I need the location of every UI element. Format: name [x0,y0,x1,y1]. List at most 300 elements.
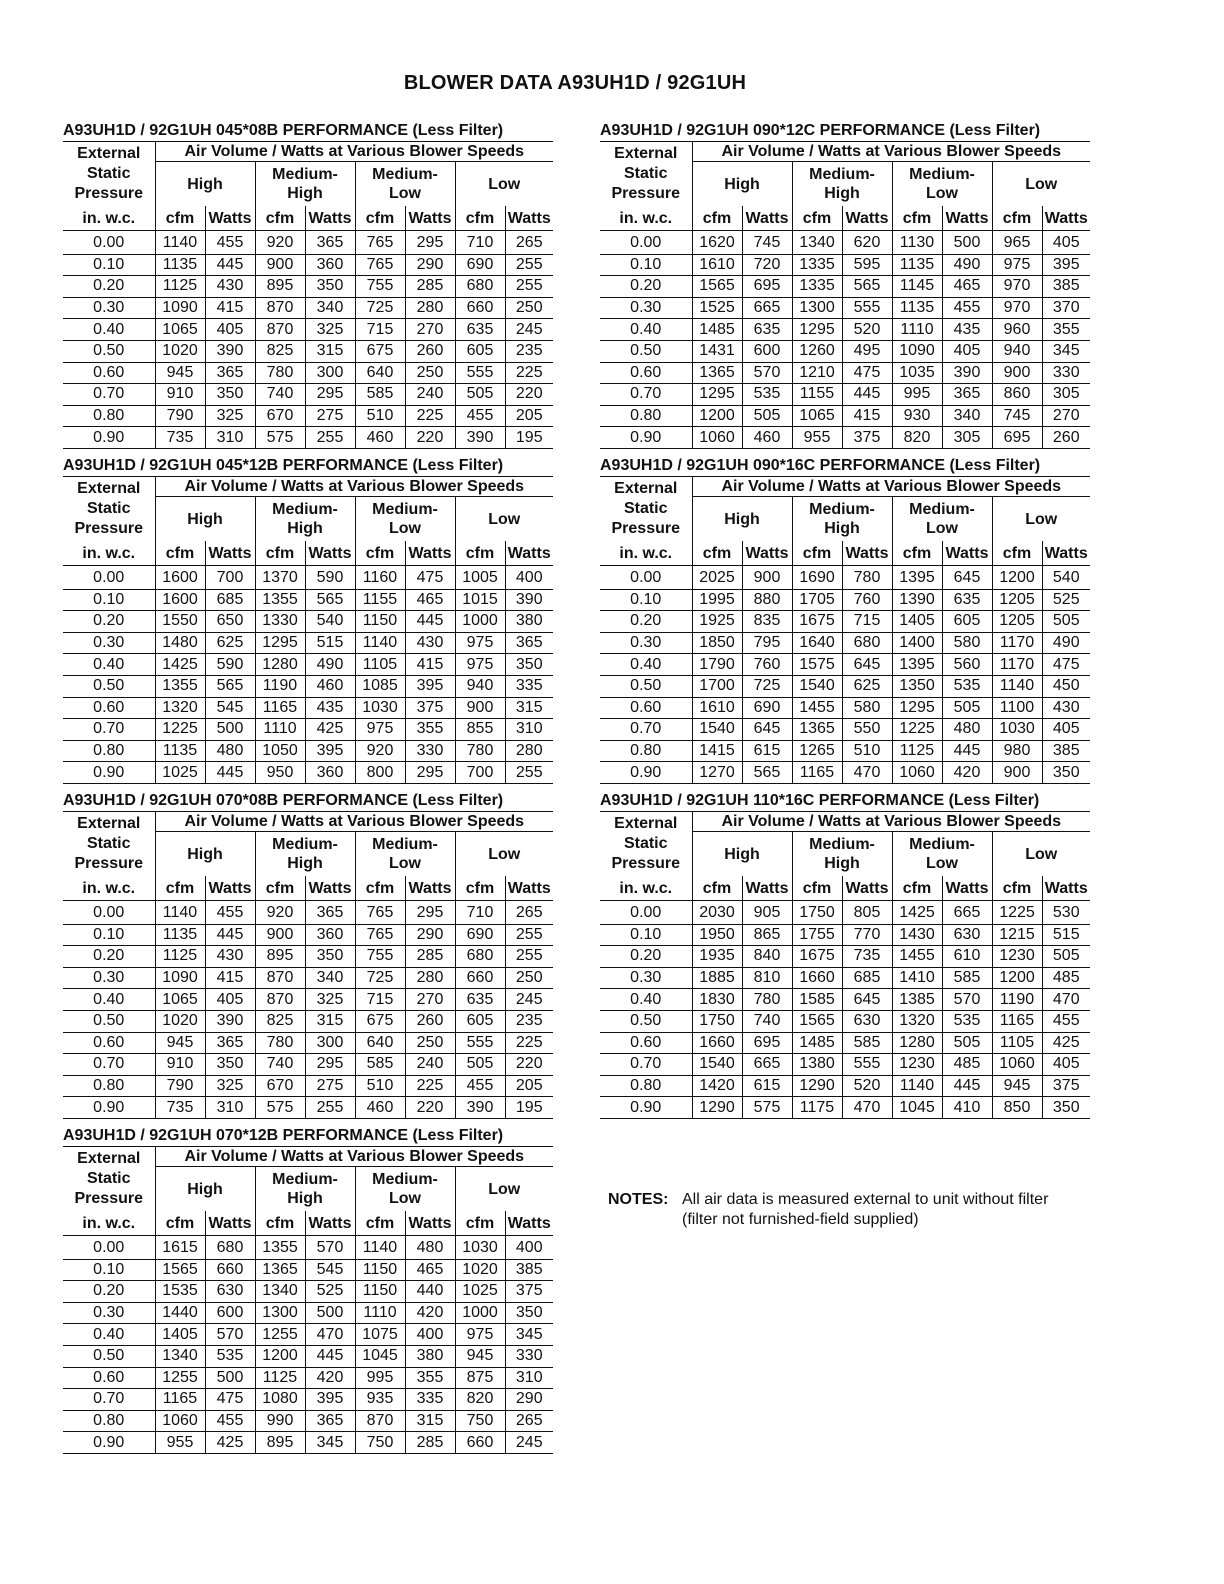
watts-cell: 460 [305,675,355,697]
watts-cell: 425 [1042,1032,1090,1054]
table-row [63,719,553,741]
external-static-pressure-header [63,1147,155,1211]
pressure-cell: 0.70 [63,1389,155,1411]
cfm-cell: 1675 [792,611,842,633]
cfm-cell: 1585 [792,989,842,1011]
cfm-cell: 455 [455,1075,505,1097]
table-row [600,297,1090,319]
cfm-cell: 870 [255,989,305,1011]
pressure-cell: 0.20 [63,1281,155,1303]
watts-cell: 255 [505,762,553,784]
watts-cell: 400 [505,566,553,590]
cfm-cell: 1125 [892,740,942,762]
pressure-cell: 0.60 [600,1032,692,1054]
pressure-cell: 0.80 [63,740,155,762]
external-static-pressure-header [63,142,155,206]
cfm-cell: 1065 [155,989,205,1011]
cfm-cell: 955 [155,1432,205,1454]
header-line: Pressure [74,1190,143,1207]
table-title: A93UH1D / 92G1UH 090*16C PERFORMANCE (Less Filter) [600,456,1090,477]
table-row [63,924,553,946]
watts-cell: 665 [742,1054,792,1076]
cfm-cell: 1335 [792,254,842,276]
watts-header: Watts [405,541,455,566]
pressure-cell: 0.40 [600,989,692,1011]
table-row [63,632,553,654]
cfm-cell: 460 [355,427,405,449]
watts-cell: 545 [205,697,255,719]
pressure-cell: 0.90 [63,762,155,784]
speed-header [992,832,1090,877]
speed-header-line: High [187,510,223,528]
cfm-cell: 1540 [692,719,742,741]
air-volume-group-header: Air Volume / Watts at Various Blower Speeds [155,812,553,832]
watts-cell: 760 [742,654,792,676]
header-line: Static [623,165,668,182]
watts-cell: 315 [305,1010,355,1032]
cfm-cell: 1020 [155,1010,205,1032]
cfm-cell: 745 [992,405,1042,427]
watts-cell: 630 [942,924,992,946]
watts-cell: 445 [842,384,892,406]
cfm-cell: 2030 [692,901,742,925]
external-static-pressure-header [600,477,692,541]
watts-cell: 365 [205,1032,255,1054]
pressure-cell: 0.30 [600,297,692,319]
watts-cell: 695 [742,1032,792,1054]
watts-cell: 625 [842,675,892,697]
watts-cell: 270 [405,319,455,341]
air-volume-group-header: Air Volume / Watts at Various Blower Speeds [155,1147,553,1167]
header-line: Static [86,1170,131,1187]
cfm-cell: 1295 [792,319,842,341]
cfm-cell: 1160 [355,566,405,590]
watts-cell: 515 [305,632,355,654]
cfm-cell: 1295 [892,697,942,719]
speed-header-line: Medium- [272,166,338,183]
speed-header [992,497,1090,542]
watts-cell: 545 [305,1259,355,1281]
watts-cell: 265 [505,901,553,925]
watts-cell: 205 [505,1075,553,1097]
cfm-cell: 1925 [692,611,742,633]
watts-cell: 350 [505,654,553,676]
cfm-cell: 1575 [792,654,842,676]
watts-cell: 390 [505,589,553,611]
watts-cell: 225 [405,1075,455,1097]
cfm-header: cfm [792,876,842,901]
table-row [600,1010,1090,1032]
cfm-cell: 825 [255,340,305,362]
watts-cell: 590 [205,654,255,676]
cfm-cell: 1030 [992,719,1042,741]
watts-cell: 400 [505,1236,553,1260]
speed-header-line: Low [1025,510,1058,528]
header-line: Pressure [611,855,680,872]
cfm-cell: 1225 [892,719,942,741]
watts-cell: 465 [405,589,455,611]
watts-cell: 350 [1042,762,1090,784]
cfm-cell: 1380 [792,1054,842,1076]
watts-cell: 340 [305,297,355,319]
cfm-cell: 975 [455,632,505,654]
cfm-cell: 920 [255,231,305,255]
watts-cell: 490 [942,254,992,276]
pressure-cell: 0.60 [63,697,155,719]
pressure-cell: 0.50 [63,1010,155,1032]
cfm-cell: 1065 [155,319,205,341]
cfm-cell: 1135 [892,254,942,276]
table-title: A93UH1D / 92G1UH 045*12B PERFORMANCE (Less Filter) [63,456,553,477]
cfm-cell: 675 [355,1010,405,1032]
watts-cell: 445 [942,1075,992,1097]
watts-cell: 770 [842,924,892,946]
table-row [63,901,553,925]
table-row [63,405,553,427]
cfm-cell: 1045 [355,1345,405,1367]
watts-cell: 315 [405,1410,455,1432]
watts-cell: 525 [1042,589,1090,611]
performance-table [600,812,1090,1119]
cfm-cell: 1140 [892,1075,942,1097]
pressure-cell: 0.70 [600,719,692,741]
watts-cell: 355 [405,1367,455,1389]
watts-cell: 490 [305,654,355,676]
cfm-cell: 635 [455,319,505,341]
speed-header-line: Low [926,855,958,872]
cfm-cell: 1000 [455,1302,505,1324]
cfm-header: cfm [355,541,405,566]
watts-header: Watts [205,206,255,231]
performance-table-045-12b [63,456,553,784]
table-row [63,1236,553,1260]
cfm-cell: 1165 [992,1010,1042,1032]
performance-table-070-08b [63,791,553,1119]
cfm-header: cfm [255,1211,305,1236]
watts-cell: 685 [842,967,892,989]
speed-header-line: High [287,185,323,202]
air-volume-group-header: Air Volume / Watts at Various Blower Speeds [692,477,1090,497]
pressure-cell: 0.20 [600,611,692,633]
cfm-cell: 1750 [692,1010,742,1032]
speed-header-line: High [724,510,760,528]
watts-cell: 255 [505,924,553,946]
cfm-cell: 975 [992,254,1042,276]
cfm-cell: 955 [792,427,842,449]
table-title: A93UH1D / 92G1UH 070*12B PERFORMANCE (Less Filter) [63,1126,553,1147]
pressure-cell: 0.60 [63,1032,155,1054]
cfm-cell: 1620 [692,231,742,255]
cfm-cell: 930 [892,405,942,427]
speed-header-line: Low [389,520,421,537]
table-row [600,632,1090,654]
cfm-cell: 1190 [992,989,1042,1011]
table-row [600,740,1090,762]
cfm-cell: 1200 [992,566,1042,590]
table-title: A93UH1D / 92G1UH 090*12C PERFORMANCE (Less Filter) [600,121,1090,142]
table-row [63,1389,553,1411]
cfm-cell: 1660 [792,967,842,989]
cfm-header: cfm [155,876,205,901]
speed-header [892,497,992,542]
cfm-cell: 510 [355,1075,405,1097]
cfm-cell: 1565 [155,1259,205,1281]
watts-header: Watts [842,876,892,901]
speed-header-line: Low [1025,845,1058,863]
pressure-cell: 0.00 [63,901,155,925]
table-row [63,362,553,384]
watts-cell: 255 [505,276,553,298]
pressure-cell: 0.30 [63,1302,155,1324]
watts-cell: 390 [205,1010,255,1032]
watts-header: Watts [205,1211,255,1236]
watts-cell: 620 [842,231,892,255]
speed-header-line: Low [389,1190,421,1207]
notes [608,1190,1048,1230]
cfm-cell: 640 [355,362,405,384]
header-line: Pressure [611,185,680,202]
watts-cell: 365 [942,384,992,406]
cfm-cell: 1950 [692,924,742,946]
cfm-cell: 1265 [792,740,842,762]
speed-header [692,832,792,877]
cfm-cell: 585 [355,384,405,406]
cfm-cell: 790 [155,405,205,427]
cfm-cell: 1110 [255,719,305,741]
watts-cell: 480 [205,740,255,762]
cfm-cell: 970 [992,276,1042,298]
speed-header [892,162,992,207]
cfm-cell: 1935 [692,946,742,968]
speed-header-line: Low [488,175,521,193]
cfm-cell: 1255 [255,1324,305,1346]
table-row [63,1010,553,1032]
watts-cell: 500 [942,231,992,255]
watts-cell: 505 [742,405,792,427]
cfm-cell: 755 [355,276,405,298]
speed-header-line: Medium- [372,1171,438,1188]
external-static-pressure-header [63,477,155,541]
table-row [63,589,553,611]
speed-header-line: High [187,1180,223,1198]
cfm-cell: 1405 [892,611,942,633]
pressure-unit-header: in. w.c. [63,876,155,901]
table-row [63,697,553,719]
cfm-cell: 1260 [792,340,842,362]
pressure-cell: 0.30 [600,967,692,989]
watts-cell: 405 [942,340,992,362]
cfm-cell: 1700 [692,675,742,697]
watts-cell: 325 [305,989,355,1011]
cfm-header: cfm [792,541,842,566]
watts-cell: 535 [942,1010,992,1032]
cfm-cell: 1830 [692,989,742,1011]
watts-cell: 415 [205,967,255,989]
cfm-cell: 1165 [155,1389,205,1411]
watts-cell: 195 [505,427,553,449]
speed-header-line: High [287,855,323,872]
table-row [600,1097,1090,1119]
watts-cell: 445 [205,924,255,946]
cfm-cell: 1290 [692,1097,742,1119]
cfm-header: cfm [792,206,842,231]
watts-cell: 580 [842,697,892,719]
watts-header: Watts [305,876,355,901]
cfm-cell: 1125 [255,1367,305,1389]
speed-header [355,832,455,877]
watts-cell: 310 [205,427,255,449]
cfm-cell: 1255 [155,1367,205,1389]
watts-cell: 240 [405,384,455,406]
cfm-cell: 995 [892,384,942,406]
watts-cell: 355 [1042,319,1090,341]
watts-cell: 460 [742,427,792,449]
pressure-cell: 0.80 [600,405,692,427]
cfm-cell: 1850 [692,632,742,654]
watts-cell: 425 [205,1432,255,1454]
cfm-cell: 690 [455,924,505,946]
cfm-cell: 1140 [355,632,405,654]
pressure-cell: 0.80 [63,1410,155,1432]
cfm-cell: 855 [455,719,505,741]
cfm-cell: 1140 [155,231,205,255]
cfm-cell: 1130 [892,231,942,255]
watts-cell: 295 [405,231,455,255]
table-row [63,1259,553,1281]
cfm-cell: 710 [455,231,505,255]
watts-cell: 435 [305,697,355,719]
watts-cell: 455 [205,901,255,925]
cfm-cell: 605 [455,340,505,362]
cfm-cell: 455 [455,405,505,427]
cfm-cell: 1320 [892,1010,942,1032]
speed-header-line: Medium- [909,166,975,183]
cfm-cell: 1755 [792,924,842,946]
watts-cell: 615 [742,740,792,762]
speed-header [255,832,355,877]
cfm-cell: 900 [455,697,505,719]
cfm-cell: 975 [355,719,405,741]
cfm-cell: 900 [255,924,305,946]
pressure-cell: 0.50 [63,1345,155,1367]
cfm-cell: 1170 [992,654,1042,676]
watts-cell: 325 [305,319,355,341]
watts-cell: 645 [742,719,792,741]
cfm-cell: 740 [255,384,305,406]
table-row [63,967,553,989]
table-row [63,654,553,676]
watts-cell: 455 [205,231,255,255]
watts-cell: 465 [942,276,992,298]
cfm-cell: 1200 [692,405,742,427]
pressure-cell: 0.30 [63,967,155,989]
cfm-cell: 870 [355,1410,405,1432]
speed-header [155,1167,255,1212]
notes-line-1: All air data is measured external to unit without filter [682,1191,1049,1208]
watts-header: Watts [405,206,455,231]
cfm-cell: 1485 [792,1032,842,1054]
cfm-header: cfm [892,206,942,231]
table-row [600,254,1090,276]
speed-header [355,497,455,542]
cfm-cell: 945 [155,1032,205,1054]
cfm-cell: 820 [892,427,942,449]
watts-cell: 650 [205,611,255,633]
air-volume-group-header: Air Volume / Watts at Various Blower Speeds [155,477,553,497]
table-row [63,1345,553,1367]
watts-cell: 275 [305,405,355,427]
cfm-header: cfm [355,1211,405,1236]
watts-cell: 300 [305,1032,355,1054]
cfm-cell: 1210 [792,362,842,384]
speed-header-line: Low [926,520,958,537]
cfm-cell: 1230 [992,946,1042,968]
cfm-cell: 950 [255,762,305,784]
table-row [600,946,1090,968]
watts-cell: 350 [205,384,255,406]
cfm-cell: 1355 [255,1236,305,1260]
watts-cell: 600 [742,340,792,362]
pressure-cell: 0.40 [63,319,155,341]
speed-header-line: Low [488,510,521,528]
pressure-unit-header: in. w.c. [600,541,692,566]
cfm-cell: 1125 [155,276,205,298]
table-row [63,297,553,319]
watts-cell: 880 [742,589,792,611]
cfm-cell: 1050 [255,740,305,762]
watts-cell: 255 [505,254,553,276]
speed-header [455,497,553,542]
table-row [63,231,553,255]
watts-cell: 295 [305,1054,355,1076]
cfm-cell: 1085 [355,675,405,697]
watts-cell: 385 [1042,276,1090,298]
watts-cell: 760 [842,589,892,611]
table-row [63,566,553,590]
pressure-cell: 0.20 [63,276,155,298]
cfm-cell: 940 [455,675,505,697]
table-row [63,1302,553,1324]
cfm-cell: 1190 [255,675,305,697]
table-row [600,654,1090,676]
watts-cell: 470 [305,1324,355,1346]
cfm-cell: 1610 [692,254,742,276]
speed-header-line: Medium- [909,836,975,853]
pressure-cell: 0.40 [63,989,155,1011]
watts-cell: 330 [1042,362,1090,384]
cfm-cell: 660 [455,967,505,989]
cfm-cell: 765 [355,231,405,255]
watts-cell: 240 [405,1054,455,1076]
cfm-cell: 1750 [792,901,842,925]
watts-header: Watts [205,876,255,901]
watts-cell: 410 [942,1097,992,1119]
watts-cell: 245 [505,1432,553,1454]
watts-cell: 225 [405,405,455,427]
watts-cell: 220 [405,1097,455,1119]
cfm-cell: 710 [455,901,505,925]
watts-cell: 615 [742,1075,792,1097]
pressure-cell: 0.60 [600,362,692,384]
watts-cell: 360 [305,254,355,276]
watts-cell: 395 [1042,254,1090,276]
cfm-cell: 1790 [692,654,742,676]
speed-header [792,832,892,877]
watts-cell: 580 [942,632,992,654]
watts-cell: 375 [842,427,892,449]
pressure-cell: 0.50 [600,1010,692,1032]
cfm-cell: 790 [155,1075,205,1097]
